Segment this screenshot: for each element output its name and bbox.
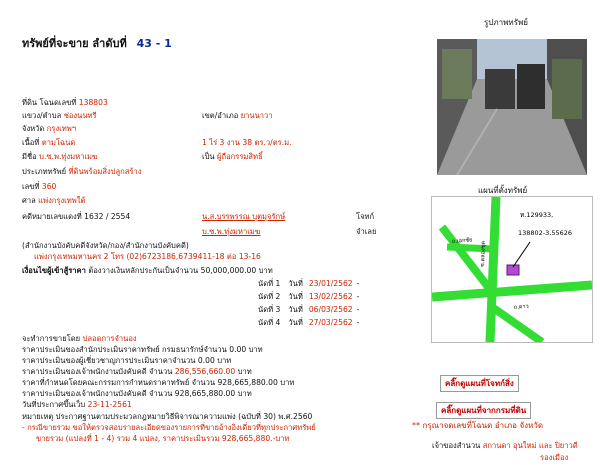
publish-date-label: วันที่ประกาศขึ้นเว็บ	[22, 400, 86, 409]
sale-method-value: ปลอดการจำนอง	[82, 334, 137, 343]
district-row	[202, 110, 273, 121]
owner-role-label: เป็น	[202, 152, 215, 161]
map-label-code: 138802-3,55626	[518, 229, 573, 237]
auction-row	[258, 317, 359, 328]
note-line-1: หมายเหตุ ประกาศฐานตามประมวลกฎหมายวิธีพิจารณาความแพ่ง (ฉบับที่ 30) พ.ศ.2560	[22, 412, 313, 421]
court-label: ศาล	[22, 196, 36, 205]
owner-role-row	[202, 151, 263, 162]
auction-suffix: -	[356, 292, 360, 301]
auction-day-label: วันที่	[288, 305, 303, 314]
officer-row	[432, 440, 578, 451]
officer-label: เจ้าของสำนวน	[432, 441, 481, 450]
auction-day-label: วันที่	[288, 318, 303, 327]
auction-date: 13/02/2562	[308, 292, 353, 301]
lot-row	[22, 181, 56, 192]
auction-suffix: -	[356, 279, 360, 288]
subdistrict-row	[22, 110, 97, 121]
view-map-link[interactable]: คลิ๊กดูแผนที่โจทก์สิ่ง	[440, 375, 519, 392]
map-road-3: ถ.ดาว	[513, 303, 529, 311]
officer-line-2: รองเมือง	[540, 453, 569, 462]
location-map	[431, 196, 593, 343]
subdistrict-value: ช่องนนทรี	[63, 111, 97, 120]
auction-date: 27/03/2562	[308, 318, 353, 327]
price-line-4: ราคาที่กำหนดโดยคณะกรรมการกำหนดราคาทรัพย์ จำนวน 928,665,880.00 บาท	[22, 378, 295, 387]
office-note: (สำนักงานบังคับคดีจังหวัด/กอง/สำนักงานบังคับคดี)	[22, 241, 189, 250]
page-title	[22, 37, 172, 51]
owner-role-value: ผู้ถือกรรมสิทธิ์	[217, 152, 263, 161]
case-label: คดีหมายเลขแดงที่	[22, 212, 82, 221]
officer-value: สกานดา อุนใหม่ และ ปิยาวดี	[482, 441, 578, 450]
auction-label: นัดที่ 2	[258, 292, 281, 301]
deposit-text: ต้องวางเงินหลักประกันเป็นจำนวน 50,000,000.00 บาท	[88, 266, 273, 275]
auction-label: นัดที่ 1	[258, 279, 281, 288]
auction-row	[258, 304, 359, 315]
lot-number: 43 - 1	[136, 37, 172, 50]
land-dept-map-link[interactable]: คลิ๊กดูแผนที่จากกรมที่ดิน	[436, 402, 531, 419]
price-line-5: ราคาประเมินของเจ้าพนักงานบังคับคดี จำนวน 928,665,880.00 บาท	[22, 389, 252, 398]
deposit-label: เงื่อนไขผู้เข้าสู้ราคา	[22, 266, 86, 275]
defendant-role: จำเลย	[356, 227, 377, 236]
auction-date: 06/03/2562	[308, 305, 353, 314]
province-label: จังหวัด	[22, 124, 45, 133]
deed-number: 138803	[78, 98, 108, 107]
property-photo-image	[437, 39, 587, 175]
page-title-prefix: ทรัพย์ที่จะขาย ลำดับที่	[22, 37, 127, 50]
map-road-1: ถ.เอกชัย	[451, 237, 473, 245]
plaintiff-name: น.ส.บรรพรรณ บุตมุจรักษ์	[202, 212, 286, 221]
map-panel-title: แผนที่ตั้งทรัพย์	[478, 186, 528, 195]
office-contact: แพ่งกรุงเทพมหานคร 2 โทร (02)6723186,6739411-18 ต่อ 13-16	[34, 252, 261, 261]
owner-row	[22, 151, 98, 162]
auction-day-label: วันที่	[288, 279, 303, 288]
auction-day-label: วันที่	[288, 292, 303, 301]
photo-panel-title: รูปภาพทรัพย์	[484, 18, 528, 27]
owner-value: บ.ซ.พ.ทุ่งมหาเมฆ	[39, 152, 98, 161]
case-number: 1632 / 2554	[84, 212, 131, 221]
location-map-drawing	[432, 197, 592, 342]
district-value: ยานนาวา	[240, 111, 273, 120]
price-line-3-prefix: ราคาประเมินของเจ้าพนักงานบังคับคดี จำนวน	[22, 367, 173, 376]
asset-type-label: ประเภททรัพย์	[22, 167, 67, 176]
district-label: เขต/อำเภอ	[202, 111, 239, 120]
auction-suffix: -	[356, 318, 360, 327]
sale-method-label: จะทำการขายโดย	[22, 334, 81, 343]
publish-date-value: 23-11-2561	[87, 400, 132, 409]
court-value: แพ่งกรุงเทพใต้	[38, 196, 86, 205]
auction-suffix: -	[356, 305, 360, 314]
area-type-value: ตามโฉนด	[41, 138, 76, 147]
property-photo	[437, 39, 587, 175]
price-line-3	[22, 366, 252, 377]
price-line-1: ราคาประเมินของสำนักประเมินราคาทรัพย์ กรมธนารักษ์จำนวน 0.00 บาท	[22, 345, 263, 354]
defendant-name: บ.ซ.พ.ทุ่งมหาเมฆ	[202, 227, 261, 236]
owner-label: มีชื่อ	[22, 152, 37, 161]
lot-value: 360	[41, 182, 57, 191]
auction-date: 23/01/2562	[308, 279, 353, 288]
deed-label: ที่ดิน โฉนดเลขที่	[22, 98, 77, 107]
deposit-row	[22, 265, 273, 276]
lot-label: เลขที่	[22, 182, 40, 191]
publish-date-row	[22, 399, 132, 410]
price-line-3-suffix: บาท	[237, 367, 252, 376]
asset-type-value: ที่ดินพร้อมสิ่งปลูกสร้าง	[68, 167, 142, 176]
price-line-2: ราคาประเมินของผู้เชี่ยวชาญการประเมินราคาจำนวน 0.00 บาท	[22, 356, 232, 365]
map-label-parcel: ท.129933,	[520, 211, 554, 219]
map-road-2: ซ.คลองขุด	[480, 241, 487, 268]
province-row	[22, 123, 76, 134]
asset-type-row	[22, 166, 141, 177]
note-line-2: - กรณีขายรวม ขอให้ตรวจสอบรายละเอียดของรายการที่ขายอ้างอิงเดี่ยวที่ทุกประกาศทรัพย์	[22, 423, 316, 432]
deed-row	[22, 97, 108, 108]
note-line-3: ขายรวม (แปลงที่ 1 - 4) รวม 4 แปลง, ราคาประเมินรวม 928,665,880.-บาท	[36, 434, 290, 443]
auction-label: นัดที่ 4	[258, 318, 281, 327]
area-type-row	[22, 137, 75, 148]
court-row	[22, 195, 85, 206]
area-value: 1 ไร่ 3 งาน 38 ตร.ว/ตร.ม.	[202, 138, 292, 147]
plaintiff-role: โจทก์	[356, 212, 375, 221]
subdistrict-label: แขวง/ตำบล	[22, 111, 62, 120]
area-type-label: เนื้อที่	[22, 138, 40, 147]
auction-label: นัดที่ 3	[258, 305, 281, 314]
auction-row	[258, 278, 359, 289]
notice-text: ** กรุณาจดเลขที่โฉนด อำเภอ จังหวัด	[412, 421, 544, 430]
province-value: กรุงเทพฯ	[46, 124, 77, 133]
sale-method-row	[22, 333, 137, 344]
auction-row	[258, 291, 359, 302]
case-row	[22, 211, 130, 222]
price-line-3-value: 286,556,660.00	[174, 367, 236, 376]
